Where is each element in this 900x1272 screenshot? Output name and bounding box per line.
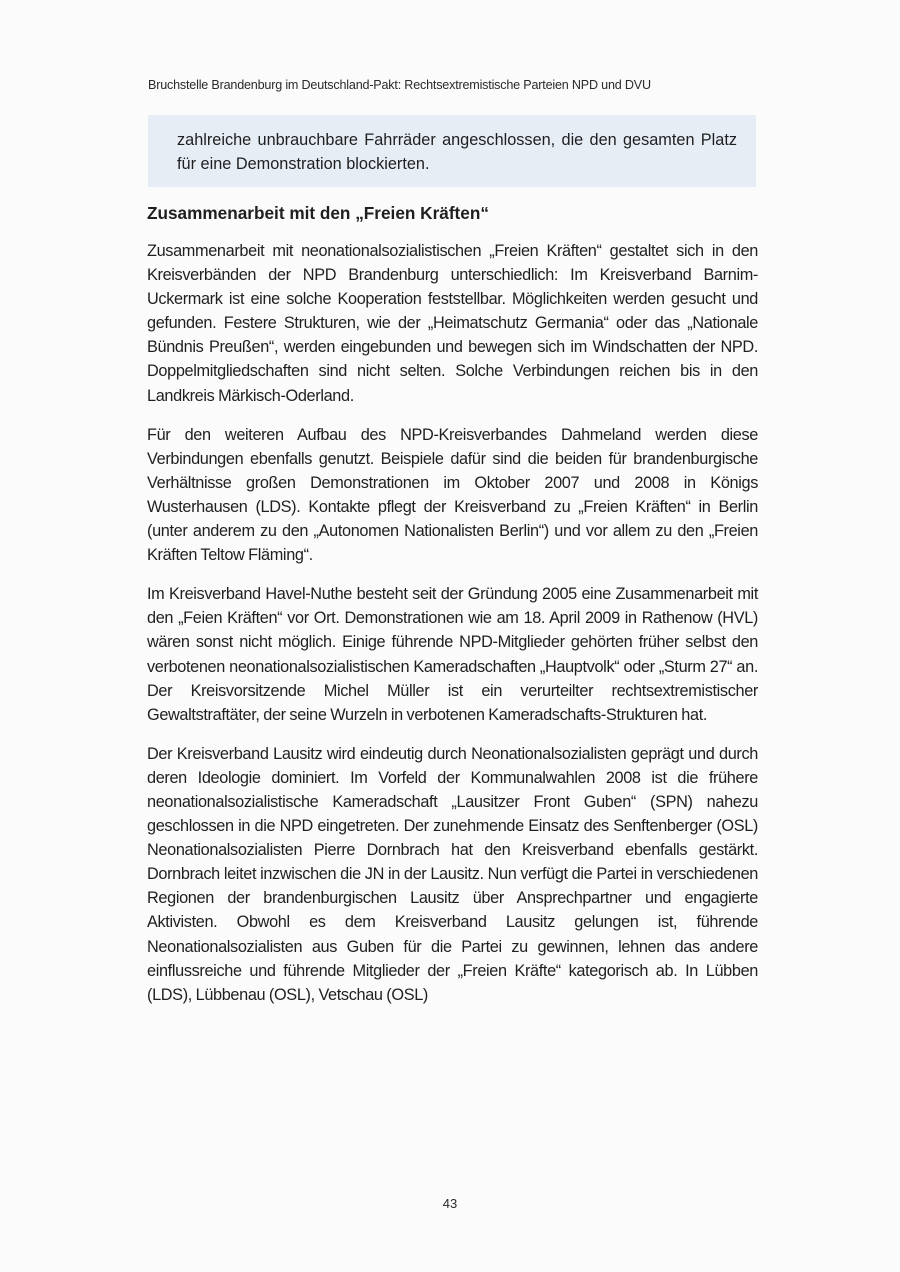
section-heading: Zusammenarbeit mit den „Freien Kräften“ — [147, 203, 489, 223]
paragraph-2: Für den weiteren Aufbau des NPD-Kreisverbandes Dahmeland werden diese Verbindungen ebenfalls genutzt. Beispiele dafür sind die beiden für brandenburgische Verhältnisse großen Demonstrationen im Oktober 2007 und 2008 in Königs Wusterhausen (LDS). Kontakte pflegt der Kreisverband zu „Freien Kräften“ in Berlin (unter anderem zu den „Autonomen Nationalisten Berlin“) und vor allem zu den „Freien Kräften Teltow Fläming“. — [147, 425, 758, 565]
paragraph-1: Zusammenarbeit mit neonationalsozialistischen „Freien Kräften“ gestaltet sich in den Kreisverbänden der NPD Brandenburg unterschiedlich: Im Kreisverband Barnim-Uckermark ist eine solche Kooperation feststellbar. Möglichkeiten werden gesucht und gefunden. Festere Strukturen, wie der „Heimatschutz Germania“ oder das „Nationale Bündnis Preußen“, werden eingebunden und bewegen sich im Windschatten der NPD. Doppelmitgliedschaften sind nicht selten. Solche Verbindungen reichen bis in den Landkreis Märkisch-Oderland. — [147, 242, 758, 405]
highlighted-text: zahlreiche unbrauchbare Fahrräder angeschlossen, die den gesamten Platz für eine Demonstration blockierten. — [177, 131, 737, 173]
body-text — [147, 239, 758, 1022]
paragraph-4: Der Kreisverband Lausitz wird eindeutig durch Neonationalsozialisten geprägt und durch deren Ideologie dominiert. Im Vorfeld der Kommunalwahlen 2008 ist die frühere neonationalsozialistische Kameradschaft „Lausitzer Front Guben“ (SPN) nahezu geschlossen in die NPD eingetreten. Der zunehmende Einsatz des Senftenberger (OSL) Neonationalsozialisten Pierre Dornbrach hat den Kreisverband ebenfalls gestärkt. Dornbrach leitet inzwischen die JN in der Lausitz. Nun verfügt die Partei in verschiedenen Regionen der brandenburgischen Lausitz über Ansprechpartner und engagierte Aktivisten. Obwohl es dem Kreisverband Lausitz gelungen ist, führende Neonationalsozialisten aus Guben für die Partei zu gewinnen, lehnen das andere einflussreiche und führende Mitglieder der „Freien Kräfte“ kategorisch ab. In Lübben (LDS), Lübbenau (OSL), Vetschau (OSL) — [147, 744, 758, 1004]
highlighted-text-box — [148, 115, 756, 187]
page-number: 43 — [442, 1196, 458, 1211]
running-header: Bruchstelle Brandenburg im Deutschland-Pakt: Rechtsextremistische Parteien NPD und DVU — [148, 78, 651, 92]
paragraph-3: Im Kreisverband Havel-Nuthe besteht seit der Gründung 2005 eine Zusammenarbeit mit den „Feien Kräften“ vor Ort. Demonstrationen wie am 18. April 2009 in Rathenow (HVL) wären sonst nicht möglich. Einige führende NPD-Mitglieder gehörten früher selbst den verbotenen neonationalsozialistischen Kameradschaften „Hauptvolk“ oder „Sturm 27“ an. Der Kreisvorsitzende Michel Müller ist ein verurteilter rechtsextremistischer Gewaltstraftäter, der seine Wurzeln in verbotenen Kameradschafts-Strukturen hat. — [147, 585, 758, 724]
